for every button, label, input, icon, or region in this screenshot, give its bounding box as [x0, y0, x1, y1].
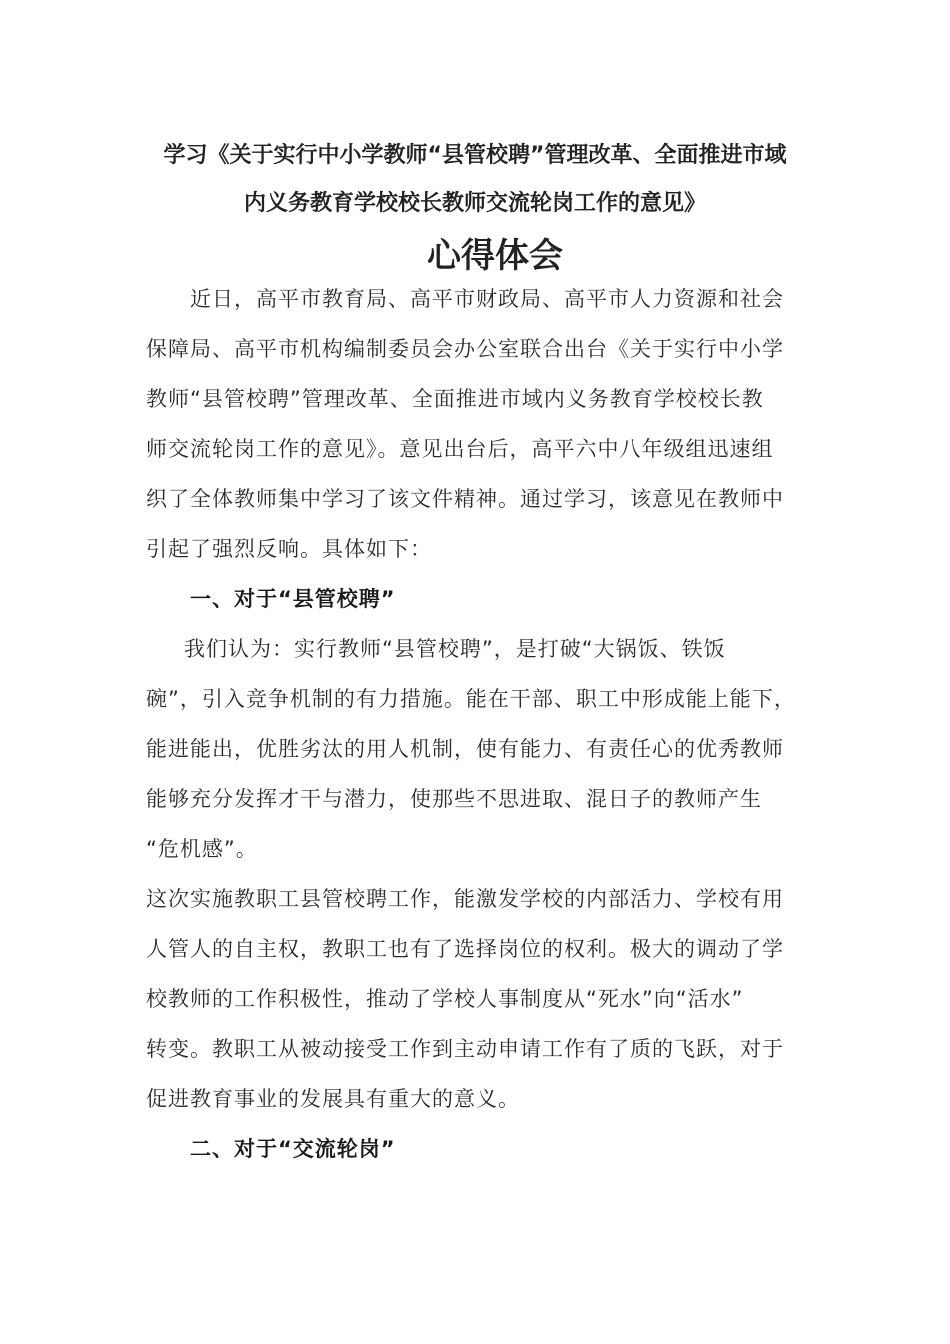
document-title-main: 心得体会: [427, 236, 563, 276]
section-1-para-1-line: 能进能出，优胜劣汰的用人机制，使有能力、有责任心的优秀教师: [146, 737, 784, 761]
intro-line: 师交流轮岗工作的意见》。意见出台后，高平六中八年级组迅速组: [146, 437, 774, 461]
section-1-para-1-line: 能够充分发挥才干与潜力，使那些不思进取、混日子的教师产生: [146, 787, 762, 811]
section-1-para-1-line: 我们认为：实行教师“县管校聘”，是打破“大锅饭、铁饭: [184, 637, 726, 661]
section-1-para-2-line: 这次实施教职工县管校聘工作，能激发学校的内部活力、学校有用: [146, 887, 784, 911]
section-1-para-2-line: 人管人的自主权，教职工也有了选择岗位的权利。极大的调动了学: [146, 937, 784, 961]
section-1-para-2-line: 校教师的工作积极性，推动了学校人事制度从“死水”向“活水”: [146, 987, 744, 1011]
section-1-para-2-line: 转变。教职工从被动接受工作到主动申请工作有了质的飞跃，对于: [146, 1037, 784, 1061]
document-title-line-2: 内义务教育学校校长教师交流轮岗工作的意见》: [243, 191, 706, 216]
document-title-line-1: 学习《关于实行中小学教师“县管校聘”管理改革、全面推进市域: [163, 143, 787, 168]
section-heading-1: 一、对于“县管校聘”: [190, 587, 396, 611]
intro-line: 近日，高平市教育局、高平市财政局、高平市人力资源和社会: [190, 287, 784, 311]
section-1-para-2-line: 促进教育事业的发展具有重大的意义。: [146, 1087, 520, 1111]
intro-line: 保障局、高平市机构编制委员会办公室联合出台《关于实行中小学: [146, 337, 784, 361]
section-1-para-1-line: “危机感”。: [146, 837, 258, 861]
intro-line: 教师“县管校聘”管理改革、全面推进市域内义务教育学校校长教: [146, 387, 764, 411]
section-1-para-1-line: 碗”，引入竞争机制的有力措施。能在干部、职工中形成能上能下，: [146, 687, 796, 711]
section-heading-2: 二、对于“交流轮岗”: [190, 1137, 396, 1161]
intro-line: 织了全体教师集中学习了该文件精神。通过学习，该意见在教师中: [146, 487, 784, 511]
intro-line: 引起了强烈反响。具体如下：: [146, 537, 432, 561]
